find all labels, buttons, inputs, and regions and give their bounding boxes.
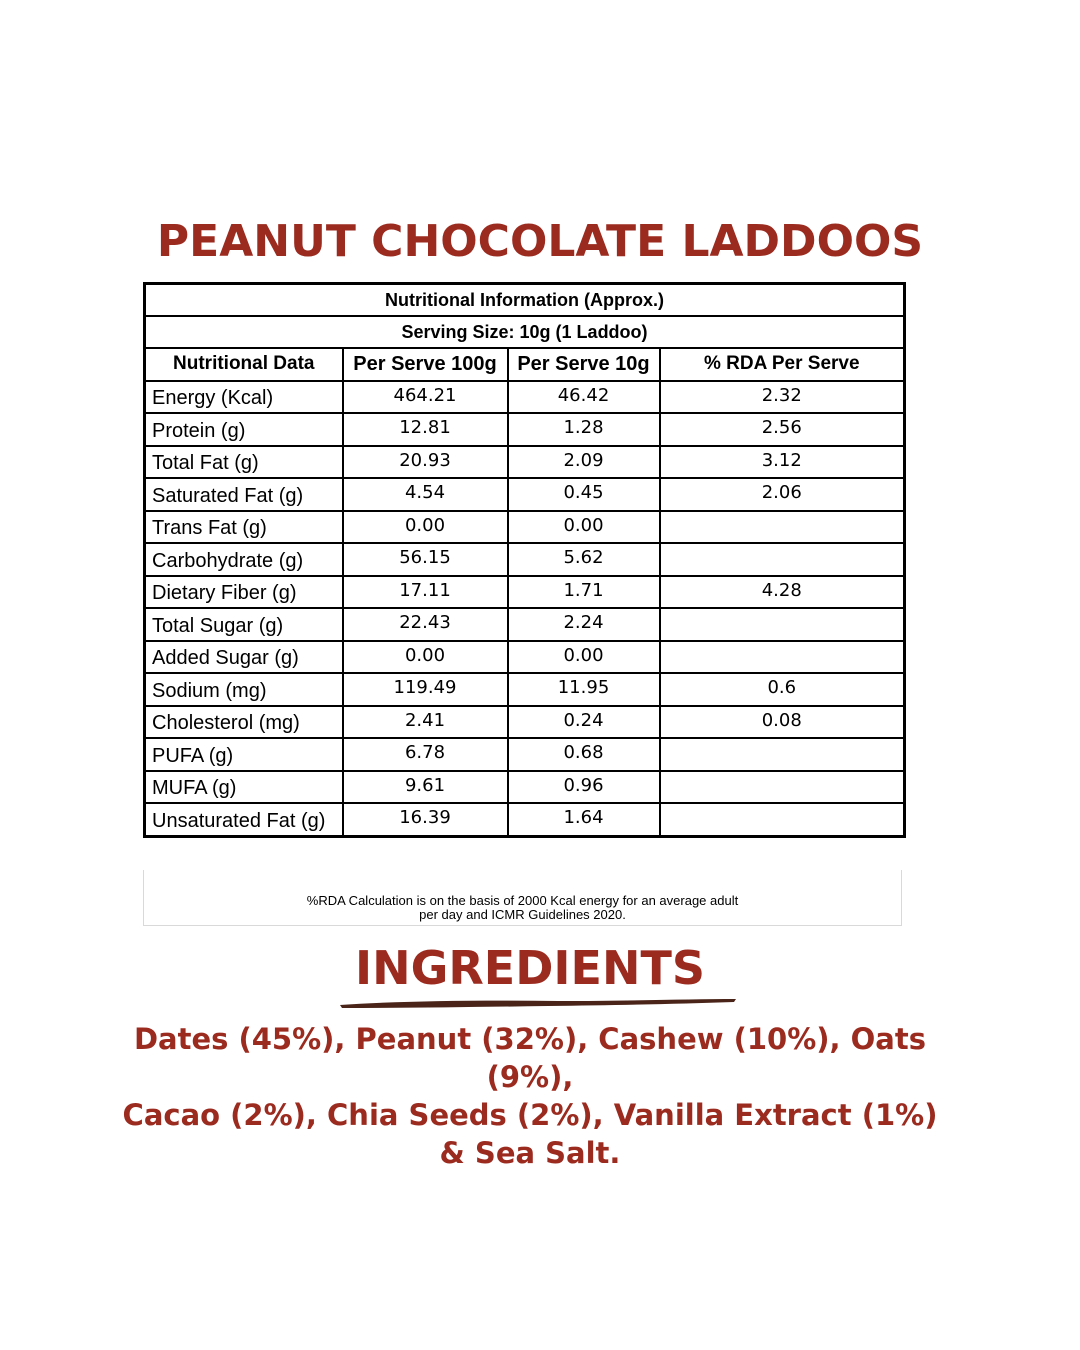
rda-value [660, 608, 905, 641]
table-row [145, 576, 905, 609]
table-row [145, 413, 905, 446]
nutrient-name: Added Sugar (g) [145, 641, 343, 674]
per-10g-value: 1.28 [508, 413, 660, 446]
nutrient-name: Carbohydrate (g) [145, 543, 343, 576]
column-header: Per Serve 10g [508, 348, 660, 381]
per-10g-value: 1.64 [508, 803, 660, 836]
per-10g-value: 0.00 [508, 641, 660, 674]
ingredients-line: & Sea Salt. [439, 1136, 621, 1170]
brush-underline [338, 996, 738, 1010]
rda-value: 0.6 [660, 673, 905, 706]
per-100g-value: 2.41 [343, 706, 508, 739]
per-100g-value: 0.00 [343, 641, 508, 674]
rda-value: 2.56 [660, 413, 905, 446]
nutrient-name: Sodium (mg) [145, 673, 343, 706]
per-100g-value: 6.78 [343, 738, 508, 771]
rda-note-line: %RDA Calculation is on the basis of 2000 Kcal energy for an average adult [306, 893, 739, 908]
column-header: Nutritional Data [145, 348, 343, 381]
per-100g-value: 16.39 [343, 803, 508, 836]
rda-value [660, 803, 905, 836]
per-10g-value: 0.45 [508, 478, 660, 511]
nutrient-name: Saturated Fat (g) [145, 478, 343, 511]
rda-note-line: per day and ICMR Guidelines 2020. [419, 907, 626, 922]
per-10g-value: 2.24 [508, 608, 660, 641]
nutrient-name: Protein (g) [145, 413, 343, 446]
per-100g-value: 20.93 [343, 446, 508, 479]
per-100g-value: 119.49 [343, 673, 508, 706]
nutrient-name: Dietary Fiber (g) [145, 576, 343, 609]
table-row [145, 771, 905, 804]
per-10g-value: 0.68 [508, 738, 660, 771]
per-10g-value: 11.95 [508, 673, 660, 706]
column-header: % RDA Per Serve [660, 348, 905, 381]
table-row [145, 446, 905, 479]
table-row [145, 641, 905, 674]
per-100g-value: 12.81 [343, 413, 508, 446]
per-10g-value: 0.00 [508, 511, 660, 544]
rda-value [660, 771, 905, 804]
per-100g-value: 17.11 [343, 576, 508, 609]
rda-value [660, 511, 905, 544]
table-row [145, 608, 905, 641]
nutrient-name: MUFA (g) [145, 771, 343, 804]
per-10g-value: 5.62 [508, 543, 660, 576]
nutrient-name: Cholesterol (mg) [145, 706, 343, 739]
per-100g-value: 22.43 [343, 608, 508, 641]
table-row [145, 511, 905, 544]
nutrient-name: Energy (Kcal) [145, 381, 343, 414]
per-100g-value: 56.15 [343, 543, 508, 576]
nutrient-name: Total Fat (g) [145, 446, 343, 479]
product-title: PEANUT CHOCOLATE LADDOOS [156, 216, 924, 267]
nutrient-name: PUFA (g) [145, 738, 343, 771]
table-row [145, 738, 905, 771]
per-100g-value: 4.54 [343, 478, 508, 511]
table-row [145, 673, 905, 706]
per-10g-value: 2.09 [508, 446, 660, 479]
column-header-row [145, 348, 905, 381]
table-row [145, 706, 905, 739]
per-10g-value: 0.96 [508, 771, 660, 804]
per-100g-value: 464.21 [343, 381, 508, 414]
nutrient-name: Unsaturated Fat (g) [145, 803, 343, 836]
rda-value: 2.32 [660, 381, 905, 414]
per-10g-value: 46.42 [508, 381, 660, 414]
nutrient-name: Trans Fat (g) [145, 511, 343, 544]
per-100g-value: 0.00 [343, 511, 508, 544]
rda-value: 3.12 [660, 446, 905, 479]
rda-value: 4.28 [660, 576, 905, 609]
per-10g-value: 0.24 [508, 706, 660, 739]
rda-note [143, 870, 902, 926]
per-100g-value: 9.61 [343, 771, 508, 804]
ingredients-list [100, 1020, 960, 1172]
per-10g-value: 1.71 [508, 576, 660, 609]
nutrition-table [143, 282, 906, 838]
table-row [145, 543, 905, 576]
table-row [145, 478, 905, 511]
ingredients-line: Cacao (2%), Chia Seeds (2%), Vanilla Extract (1%) [122, 1098, 938, 1132]
table-row [145, 803, 905, 836]
nutrient-name: Total Sugar (g) [145, 608, 343, 641]
rda-value [660, 738, 905, 771]
rda-value: 2.06 [660, 478, 905, 511]
column-header: Per Serve 100g [343, 348, 508, 381]
ingredients-title: INGREDIENTS [355, 941, 705, 995]
rda-value: 0.08 [660, 706, 905, 739]
table-row [145, 381, 905, 414]
table-heading: Nutritional Information (Approx.) [145, 284, 905, 317]
ingredients-line: Dates (45%), Peanut (32%), Cashew (10%), Oats (9%), [133, 1022, 927, 1094]
nutrition-table-container [143, 282, 903, 838]
serving-size: Serving Size: 10g (1 Laddoo) [145, 316, 905, 348]
rda-value [660, 543, 905, 576]
rda-value [660, 641, 905, 674]
